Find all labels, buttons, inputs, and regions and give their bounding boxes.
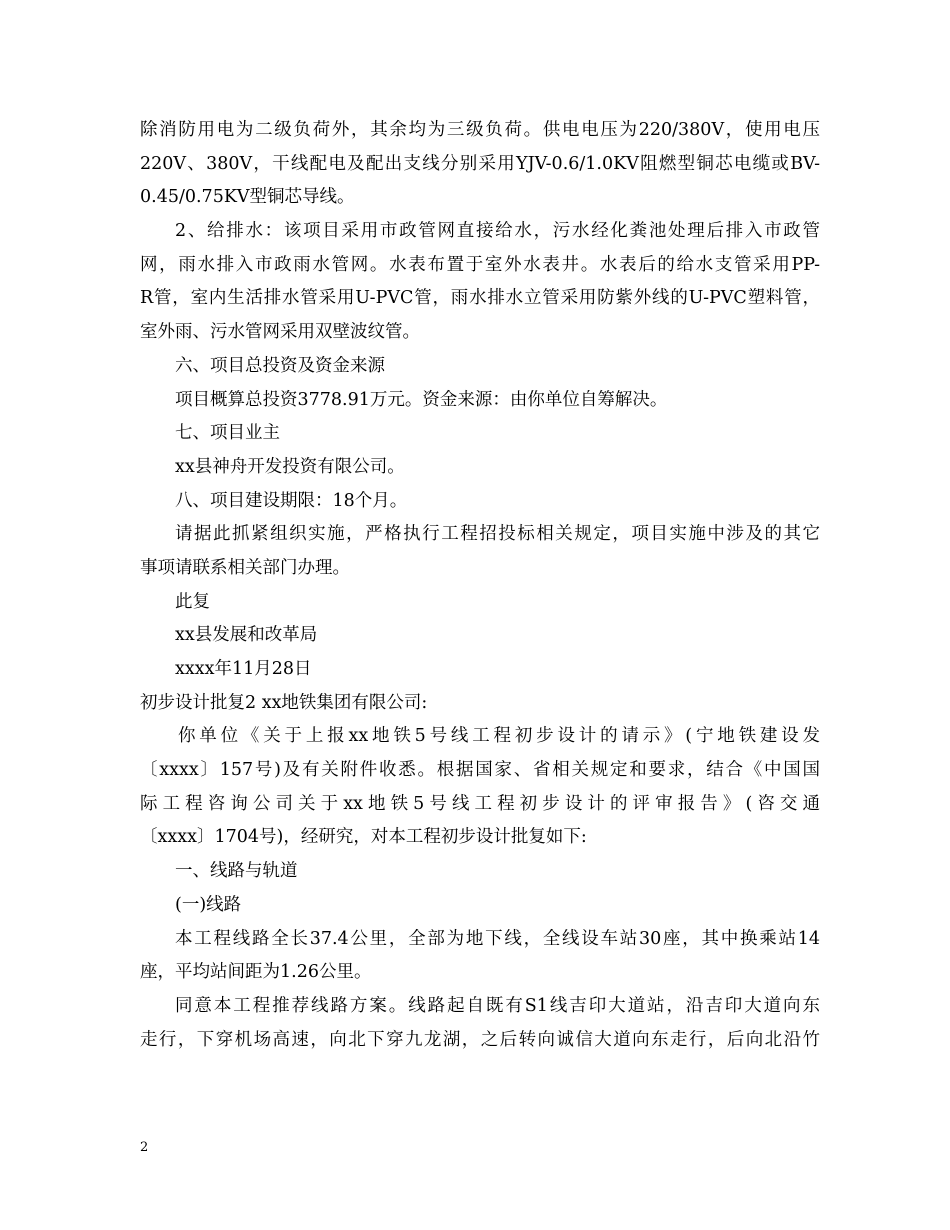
text-line: 六、项目总投资及资金来源 [175,355,385,376]
text-line: xx县神舟开发投资有限公司。 [175,456,405,477]
text-line: 项目概算总投资3778.91万元。资金来源：由你单位自筹解决。 [175,389,668,410]
text-line: 0.45/0.75KV型铜芯导线。 [140,187,355,208]
text-line: 一、线路与轨道 [175,861,298,882]
page-number: 2 [140,1140,149,1155]
text-line: 走行，下穿机场高速，向北下穿九龙湖，之后转向诚信大道向东走行，后向北沿竹 [140,1029,820,1050]
text-line: 初步设计批复2 xx地铁集团有限公司: [140,692,428,713]
text-line: 此复 [175,591,210,612]
text-line: 事项请联系相关部门办理。 [140,557,350,578]
text-line: 2、给排水：该项目采用市政管网直接给水，污水经化粪池处理后排入市政管 [175,221,820,242]
text-line: 除消防用电为二级负荷外，其余均为三级负荷。供电电压为220/380V，使用电压 [140,120,820,140]
text-line: 本工程线路全长37.4公里，全部为地下线，全线设车站30座，其中换乘站14 [175,928,820,949]
document-body [140,114,820,1057]
text-line: xxxx年11月28日 [175,659,312,679]
text-line: 同意本工程推荐线路方案。线路起自既有S1线吉印大道站，沿吉印大道向东 [175,995,820,1016]
text-line: 室外雨、污水管网采用双壁波纹管。 [140,322,420,343]
text-line: 请据此抓紧组织实施，严格执行工程招投标相关规定，项目实施中涉及的其它 [175,524,820,545]
text-line: 际工程咨询公司关于xx地铁5号线工程初步设计的评审报告》(咨交通 [140,793,820,814]
text-line: 七、项目业主 [175,423,280,444]
text-line: 八、项目建设期限：18个月。 [175,490,408,511]
text-line: 〔xxxx〕1704号)，经研究，对本工程初步设计批复如下: [140,827,587,848]
text-line: (一)线路 [175,894,242,915]
text-line: 网，雨水排入市政雨水管网。水表布置于室外水表井。水表后的给水支管采用PP- [140,254,820,275]
text-line: R管，室内生活排水管采用U-PVC管，雨水排水立管采用防紫外线的U-PVC塑料管， [140,288,820,309]
text-line: xx县发展和改革局 [175,625,318,646]
text-line: 你单位《关于上报xx地铁5号线工程初步设计的请示》(宁地铁建设发 [178,726,820,747]
text-line: 座，平均站间距为1.26公里。 [140,962,372,983]
text-line: 〔xxxx〕157号)及有关附件收悉。根据国家、省相关规定和要求，结合《中国国 [140,760,820,781]
text-line: 220V、380V，干线配电及配出支线分别采用YJV-0.6/1.0KV阻燃型铜芯电缆或BV- [140,153,820,174]
